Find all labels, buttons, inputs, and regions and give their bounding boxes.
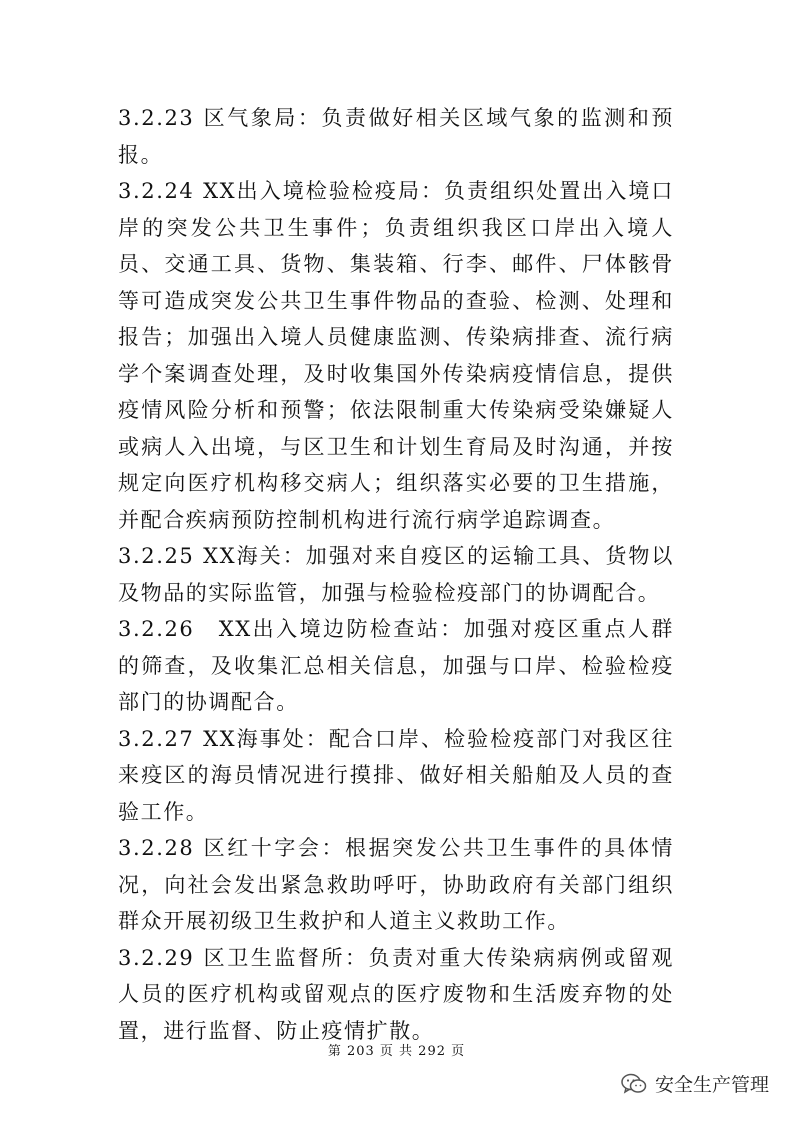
wechat-icon [621, 1073, 647, 1095]
paragraph-3-2-27: 3.2.27 XX海事处：配合口岸、检验检疫部门对我区往来疫区的海员情况进行摸排、做好相关船舶及人员的查验工作。 [118, 726, 674, 824]
paragraph-3-2-28: 3.2.28 区红十字会：根据突发公共卫生事件的具体情况，向社会发出紧急救助呼吁，协助政府有关部门组织群众开展初级卫生救护和人道主义救助工作。 [118, 836, 674, 933]
paragraph-3-2-25: 3.2.25 XX海关：加强对来自疫区的运输工具、货物以及物品的实际监管，加强与检验检疫部门的协调配合。 [118, 544, 674, 605]
brand-badge [621, 1070, 769, 1097]
paragraph-3-2-29: 3.2.29 区卫生监督所：负责对重大传染病病例或留观人员的医疗机构或留观点的医疗废物和生活废弃物的处置，进行监督、防止疫情扩散。 [118, 945, 674, 1043]
paragraph-3-2-26: 3.2.26 XX出入境边防检查站：加强对疫区重点人群的筛查，及收集汇总相关信息，加强与口岸、检验检疫部门的协调配合。 [118, 617, 674, 714]
brand-label: 安全生产管理 [654, 1074, 769, 1096]
document-body [118, 100, 674, 1049]
paragraph-3-2-23: 3.2.23 区气象局：负责做好相关区域气象的监测和预报。 [118, 106, 674, 167]
paragraph-3-2-24: 3.2.24 XX出入境检验检疫局：负责组织处置出入境口岸的突发公共卫生事件；负责组织我区口岸出入境人员、交通工具、货物、集装箱、行李、邮件、尸体骸骨等可造成突发公共卫生事件物品的查验、检测、处理和报告；加强出入境人员健康监测、传染病排查、流行病学个案调查处理，及时收集国外传染病疫情信息，提供疫情风险分析和预警；依法限制重大传染病受染嫌疑人或病人入出境，与区卫生和计划生育局及时沟通，并按规定向医疗机构移交病人；组织落实必要的卫生措施，并配合疾病预防控制机构进行流行病学追踪调查。 [118, 179, 674, 532]
page-number-footer: 第 203 页 共 292 页 [327, 1044, 466, 1059]
